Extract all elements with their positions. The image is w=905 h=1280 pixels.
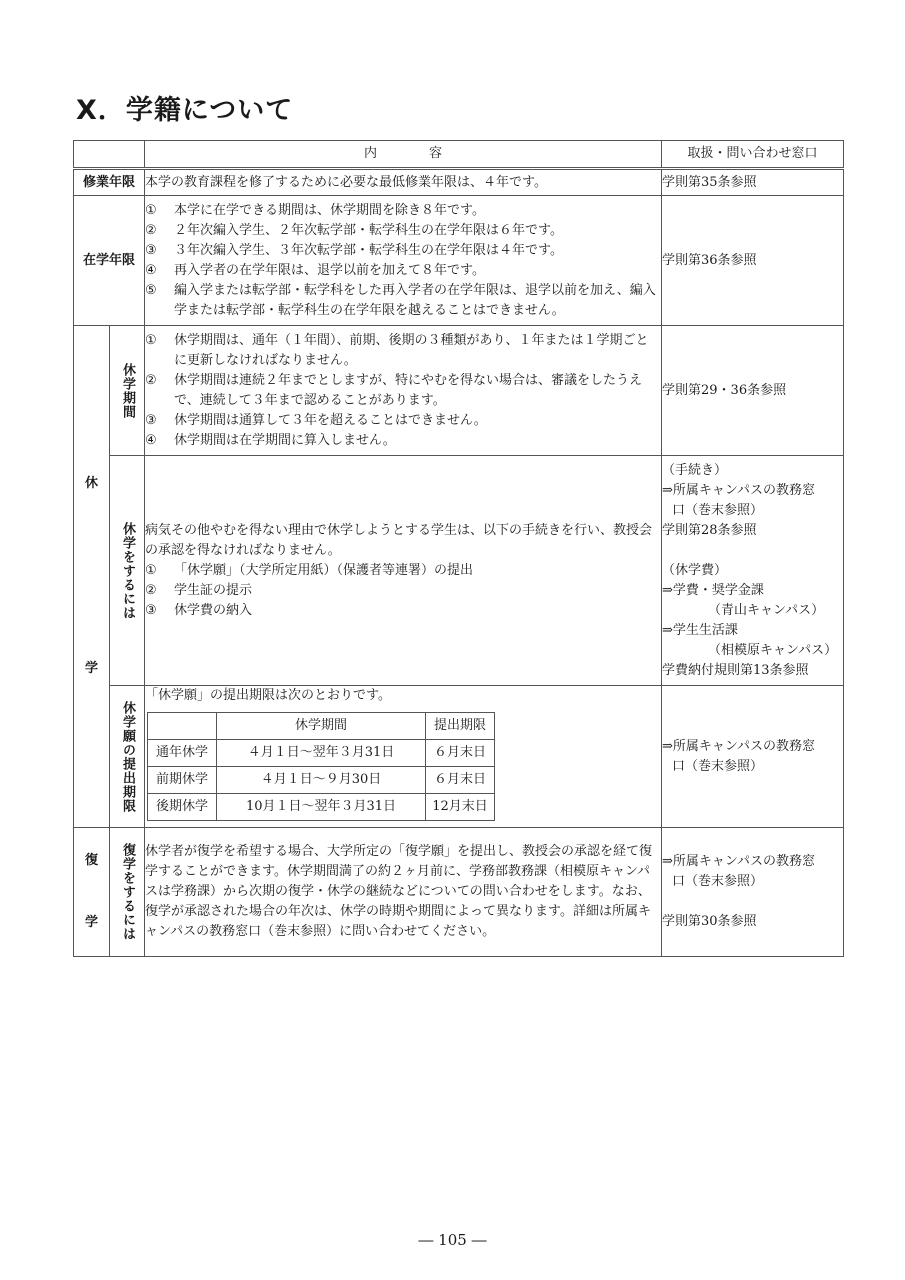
row-kyugaku-tetsuzuki bbox=[74, 456, 844, 686]
row-zaigaku bbox=[74, 196, 844, 326]
label-kyugaku: 休 学 bbox=[74, 326, 110, 828]
sublabel-tetsuzuki: 休学をするには bbox=[120, 521, 135, 620]
ref-tetsuzuki: （手続き） ⇒所属キャンパスの教務窓 口（巻末参照） 学則第28条参照 （休学費） ⇒学費・奨学金課 （青山キャンパス） ⇒学生生活課 （相模原キャンパス） 学費納付規則第13条参照 bbox=[662, 456, 844, 686]
list-item: ⑤ 編入学または転学部・転学科をした再入学者の在学年限は、退学以前を加え、編入学または転学部・転学科生の在学年限を越えることはできません。 bbox=[145, 282, 656, 318]
table-row: 後期休学 10月１日～翌年３月31日 12月末日 bbox=[148, 794, 495, 821]
sublabel-kigen: 休学願の提出期限 bbox=[120, 700, 135, 813]
label-shugyo: 修業年限 bbox=[74, 169, 145, 196]
list-item: ④ 休学期間は在学期間に算入しません。 bbox=[145, 432, 396, 448]
row-kyugaku-kigen bbox=[74, 686, 844, 828]
table-row: 通年休学 ４月１日～翌年３月31日 ６月末日 bbox=[148, 740, 495, 767]
list-item: ③ 休学期間は通算して３年を超えることはできません。 bbox=[145, 412, 487, 428]
header-contact: 取扱・問い合わせ窓口 bbox=[662, 141, 844, 169]
table-row: 休学期間 提出期限 bbox=[148, 713, 495, 740]
content-tetsuzuki: 病気その他やむを得ない理由で休学しようとする学生は、以下の手続きを行い、教授会の承認を得なければなりません。 ① 「休学願」（大学所定用紙）（保護者等連署）の提出 ② 学生証の提示 ③ 休学費の納入 bbox=[145, 456, 662, 686]
header-content: 内 容 bbox=[145, 141, 662, 169]
list-item: ② 休学期間は連続２年までとしますが、特にやむを得ない場合は、審議をしたうえで、連続して３年まで認めることがあります。 bbox=[145, 372, 643, 408]
sublabel-kikan: 休学期間 bbox=[120, 362, 135, 419]
label-zaigaku: 在学年限 bbox=[74, 196, 145, 326]
list-item: ① 「休学願」（大学所定用紙）（保護者等連署）の提出 bbox=[145, 562, 474, 578]
list-item: ② 学生証の提示 bbox=[145, 582, 253, 598]
table-header-row bbox=[74, 141, 844, 169]
content-zaigaku bbox=[145, 196, 662, 326]
ref-kikan: 学則第29・36条参照 bbox=[662, 326, 844, 456]
list-item: ① 休学期間は、通年（１年間）、前期、後期の３種類があり、１年または１学期ごとに更新しなければなりません。 bbox=[145, 332, 649, 368]
row-shugyo bbox=[74, 169, 844, 196]
registration-table bbox=[73, 140, 844, 957]
row-kyugaku-kikan bbox=[74, 326, 844, 456]
ref-shugyo: 学則第35条参照 bbox=[662, 169, 844, 196]
sublabel-fukugaku: 復学をするには bbox=[120, 843, 135, 941]
table-row: 前期休学 ４月１日～９月30日 ６月末日 bbox=[148, 767, 495, 794]
list-item: ③ 休学費の納入 bbox=[145, 602, 253, 618]
list-item: ② ２年次編入学生、２年次転学部・転学科生の在学年限は６年です。 bbox=[145, 222, 563, 238]
content-shugyo: 本学の教育課程を修了するために必要な最低修業年限は、４年です。 bbox=[145, 169, 662, 196]
ref-fukugaku: ⇒所属キャンパスの教務窓 口（巻末参照） 学則第30条参照 bbox=[662, 828, 844, 957]
content-fukugaku: 休学者が復学を希望する場合、大学所定の「復学願」を提出し、教授会の承認を経て復学することができます。休学期間満了の約２ヶ月前に、学務部教務課（相模原キャンパスは学務課）から次期の復学・休学の継続などについての問い合わせをします。なお、復学が承認された場合の年次は、休学の時期や期間によって異なります。詳細は所属キャンパスの教務窓口（巻末参照）に問い合わせてください。 bbox=[145, 828, 662, 957]
deadline-table bbox=[147, 712, 495, 821]
list-item: ③ ３年次編入学生、３年次転学部・転学科生の在学年限は４年です。 bbox=[145, 242, 563, 258]
content-kikan bbox=[145, 326, 662, 456]
content-kigen: 「休学願」の提出期限は次のとおりです。 休学期間 提出期限 通年休学 ４月１日～翌年３月31日 ６月末日 前期休学 ４月１日～９月30日 ６月末日 後期休学 10月１日～翌年３月31日 12月末日 bbox=[145, 686, 662, 828]
ref-kigen: ⇒所属キャンパスの教務窓 口（巻末参照） bbox=[662, 686, 844, 828]
ref-zaigaku: 学則第36条参照 bbox=[662, 196, 844, 326]
page-number: ― 105 ― bbox=[418, 1231, 487, 1249]
list-item: ④ 再入学者の在学年限は、退学以前を加えて８年です。 bbox=[145, 262, 485, 278]
list-item: ① 本学に在学できる期間は、休学期間を除き８年です。 bbox=[145, 202, 485, 218]
page-title: X．学籍について bbox=[76, 95, 294, 126]
row-fukugaku bbox=[74, 828, 844, 957]
label-fukugaku: 復 学 bbox=[74, 828, 110, 957]
